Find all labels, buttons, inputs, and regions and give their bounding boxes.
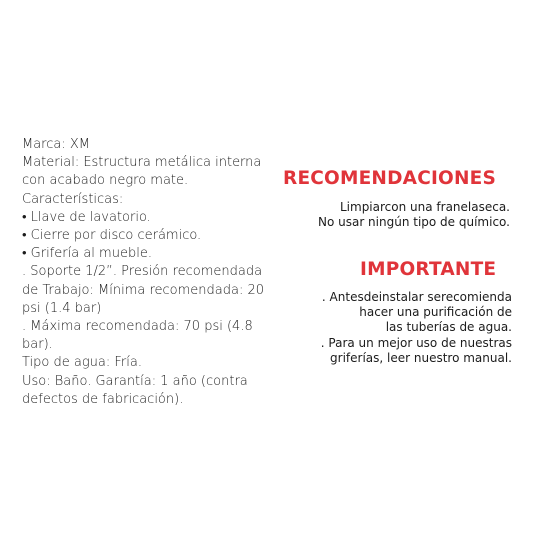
spec-line: . Soporte 1/2”. Presión recomendada <box>22 264 263 280</box>
spec-line: Marca: XM <box>22 137 90 152</box>
spec-line: bar). <box>22 337 53 353</box>
important-line: . Antesdeinstalar serecomienda <box>321 290 512 304</box>
important-line: las tuberías de agua. <box>385 320 512 335</box>
spec-line: defectos de fabricación). <box>22 391 184 407</box>
spec-line: de Trabajo: Mínima recomendada: 20 <box>22 282 265 298</box>
important-line: . Para un mejor uso de nuestras <box>320 335 512 350</box>
spec-line: . Máxima recomendada: 70 psi (4.8 <box>22 319 253 335</box>
recommendation-line: No usar ningún tipo de químico. <box>317 215 510 229</box>
recommendations-text <box>318 200 510 230</box>
spec-line: • Cierre por disco cerámico. <box>22 228 202 244</box>
spec-line: Características: <box>22 191 124 207</box>
important-line: griferías, leer nuestro manual. <box>330 350 512 365</box>
product-specifications <box>22 136 282 409</box>
spec-line: con acabado negro mate. <box>22 173 189 189</box>
recommendation-line: Limpiarcon una franelaseca. <box>339 200 510 214</box>
spec-line: psi (1.4 bar) <box>22 300 102 316</box>
spec-line: Tipo de agua: Fría. <box>22 355 142 371</box>
important-text <box>321 290 512 366</box>
spec-line: Uso: Baño. Garantía: 1 año (contra <box>22 373 248 389</box>
important-heading: IMPORTANTE <box>360 259 497 280</box>
spec-line: • Grifería al mueble. <box>22 246 152 262</box>
recommendations-heading: RECOMENDACIONES <box>283 168 497 189</box>
spec-line: Material: Estructura metálica interna <box>22 155 262 171</box>
spec-line: • Llave de lavatorio. <box>22 209 151 225</box>
important-line: hacer una purificación de <box>359 305 512 320</box>
